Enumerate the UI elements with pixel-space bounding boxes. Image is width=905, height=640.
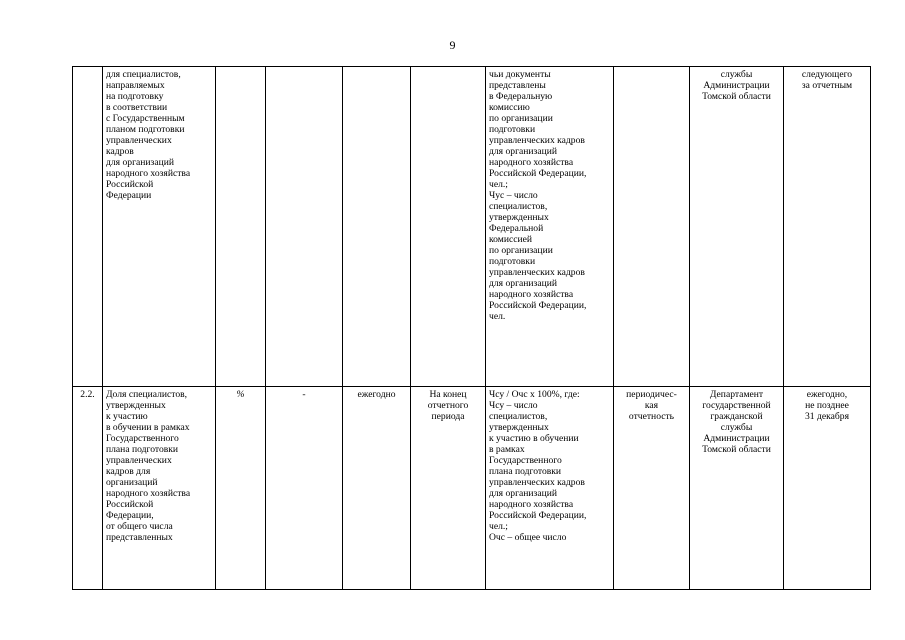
frequency-cell: ежегодно (343, 387, 411, 590)
table-row (73, 67, 871, 387)
method-cell (614, 67, 690, 387)
text-line: в обучении в рамках (106, 422, 190, 433)
text-line: в Федеральную (489, 91, 553, 102)
text-line: управленческих кадров (489, 135, 585, 146)
text-line: комиссию (489, 102, 530, 113)
time-cell (411, 67, 486, 387)
text-line: Федерации, (106, 510, 154, 521)
text-line: Федерации (106, 190, 152, 201)
text-line: Чсу / Очс х 100%, где: (489, 389, 580, 400)
text-line: Российской (106, 179, 154, 190)
text-line: периода (431, 411, 465, 422)
text-line: Государственного (489, 455, 562, 466)
text-line: управленческих кадров (489, 477, 585, 488)
base-value-cell (266, 67, 343, 387)
text-line: подготовки (489, 256, 536, 267)
text-line: народного хозяйства (106, 488, 191, 499)
text-line: планом подготовки (106, 124, 185, 135)
text-line: по организации (489, 113, 553, 124)
text-line: Российской Федерации, (489, 300, 587, 311)
text-line: по организации (489, 245, 553, 256)
text-line: подготовки (489, 124, 536, 135)
text-line: кая (644, 400, 659, 411)
text-line: для организаций (489, 488, 557, 499)
text-line: управленческих кадров (489, 267, 585, 278)
text-line: утвержденных (106, 400, 166, 411)
unit-cell: % (216, 387, 266, 590)
text-line: гражданской (710, 411, 763, 422)
text-line: в рамках (489, 444, 525, 455)
text-line: Российской Федерации, (489, 510, 587, 521)
text-line: утвержденных (489, 212, 549, 223)
text-line: утвержденных (489, 422, 549, 433)
responsible-cell (690, 387, 784, 590)
text-line: представленных (106, 532, 173, 543)
deadline-cell (784, 67, 871, 387)
indicator-table (72, 66, 871, 590)
text-line: плана подготовки (489, 466, 562, 477)
text-line: к участию (106, 411, 148, 422)
text-line: народного хозяйства (489, 289, 574, 300)
text-line: в соответствии (106, 102, 168, 113)
text-line: не позднее (805, 400, 849, 411)
text-line: Российской Федерации, (489, 168, 587, 179)
text-line: народного хозяйства (489, 499, 574, 510)
text-line: 31 декабря (805, 411, 849, 422)
text-line: за отчетным (801, 80, 853, 91)
text-line: плана подготовки (106, 444, 179, 455)
indicator-cell (103, 67, 216, 387)
text-line: Администрации (703, 80, 770, 91)
frequency-cell (343, 67, 411, 387)
text-line: Чсу – число (489, 400, 538, 411)
text-line: кадров для (106, 466, 151, 477)
text-line: Федеральной (489, 223, 544, 234)
text-line: Администрации (703, 433, 770, 444)
text-line: Департамент (709, 389, 764, 400)
text-line: отчетного (427, 400, 469, 411)
text-line: Очс – общее число (489, 532, 567, 543)
text-line: народного хозяйства (489, 157, 574, 168)
base-value-cell: - (266, 387, 343, 590)
text-line: периодичес- (626, 389, 677, 400)
text-line: Чус – число (489, 190, 538, 201)
page-number: 9 (449, 38, 456, 52)
text-line: на подготовку (106, 91, 164, 102)
text-line: чьи документы (489, 69, 551, 80)
text-line: управленческих (106, 135, 172, 146)
text-line: направляемых (106, 80, 165, 91)
text-line: управленческих (106, 455, 172, 466)
text-line: комиссией (489, 234, 533, 245)
text-line: чел.; (489, 179, 508, 190)
text-line: Российской (106, 499, 154, 510)
text-line: Доля специалистов, (106, 389, 188, 400)
text-line: для организаций (489, 146, 557, 157)
text-line: службы (720, 422, 753, 433)
formula-cell (486, 387, 614, 590)
text-line: народного хозяйства (106, 168, 191, 179)
text-line: организаций (106, 477, 158, 488)
unit-cell (216, 67, 266, 387)
deadline-cell (784, 387, 871, 590)
responsible-cell (690, 67, 784, 387)
time-cell (411, 387, 486, 590)
text-line: представлены (489, 80, 546, 91)
text-line: специалистов, (489, 201, 548, 212)
text-line: государственной (702, 400, 771, 411)
text-line: Томской области (702, 91, 771, 102)
method-cell (614, 387, 690, 590)
formula-cell (486, 67, 614, 387)
text-line: специалистов, (489, 411, 548, 422)
row-number-cell: 2.2. (73, 387, 103, 590)
text-line: для организаций (489, 278, 557, 289)
row-number-cell (73, 67, 103, 387)
text-line: ежегодно, (806, 389, 848, 400)
text-line: следующего (801, 69, 853, 80)
text-line: для организаций (106, 157, 174, 168)
text-line: Томской области (702, 444, 771, 455)
indicator-cell (103, 387, 216, 590)
text-line: с Государственным (106, 113, 185, 124)
text-line: службы (720, 69, 753, 80)
text-line: Государственного (106, 433, 179, 444)
table-row (73, 387, 871, 590)
text-line: чел.; (489, 521, 508, 532)
text-line: от общего числа (106, 521, 173, 532)
text-line: к участию в обучении (489, 433, 579, 444)
text-line: для специалистов, (106, 69, 181, 80)
text-line: кадров (106, 146, 134, 157)
text-line: На конец (429, 389, 467, 400)
text-line: чел. (489, 311, 506, 322)
text-line: отчетность (628, 411, 675, 422)
